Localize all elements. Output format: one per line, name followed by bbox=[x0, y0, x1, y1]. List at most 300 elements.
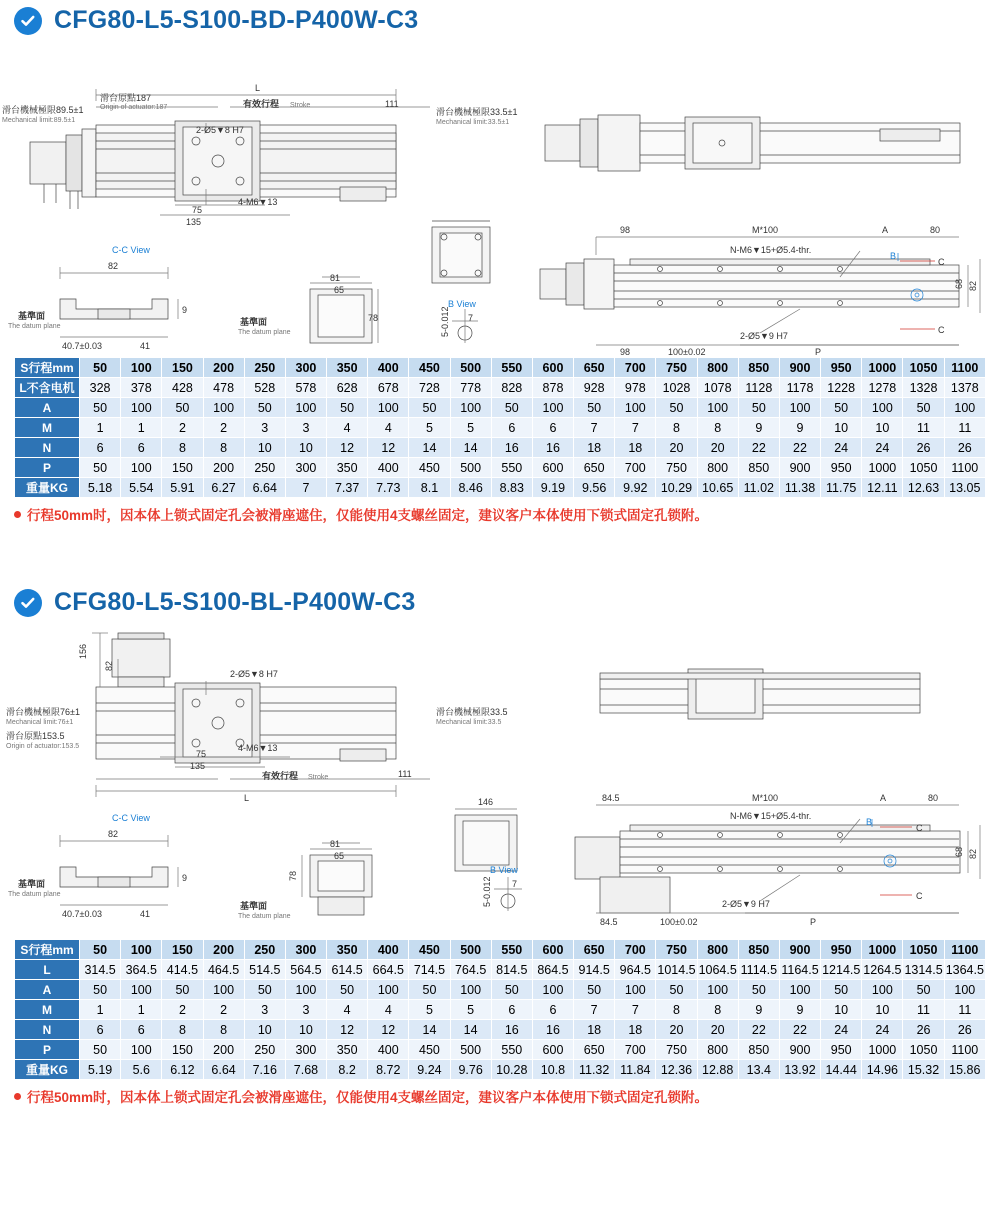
spec-table-body-2 bbox=[15, 940, 986, 1080]
cell: 8 bbox=[162, 438, 203, 458]
cell: 700 bbox=[615, 458, 656, 478]
cell: 13.05 bbox=[944, 478, 985, 498]
cell: 500 bbox=[450, 358, 491, 378]
datum-cn-1: 基準面 bbox=[18, 311, 46, 321]
dim-80-2: 80 bbox=[928, 793, 939, 803]
dim-9: 9 bbox=[182, 305, 188, 315]
row-label: S行程mm bbox=[15, 940, 80, 960]
cell: 14.96 bbox=[862, 1060, 903, 1080]
cell: 9 bbox=[738, 418, 779, 438]
cell: 750 bbox=[656, 940, 697, 960]
cell: 5 bbox=[409, 418, 450, 438]
cell: 100 bbox=[121, 398, 162, 418]
cell: 550 bbox=[491, 940, 532, 960]
cell: 10.28 bbox=[491, 1060, 532, 1080]
dim-81-2: 81 bbox=[330, 839, 341, 849]
dim-78-2: 78 bbox=[288, 870, 298, 881]
datum-cn-4: 基準面 bbox=[240, 901, 268, 911]
cell: 6 bbox=[532, 418, 573, 438]
cell: 24 bbox=[821, 1020, 862, 1040]
cell: 50 bbox=[656, 980, 697, 1000]
b-view-label: B View bbox=[448, 299, 476, 309]
cell: 678 bbox=[368, 378, 409, 398]
cell: 1000 bbox=[862, 1040, 903, 1060]
cell: 100 bbox=[615, 398, 656, 418]
cell: 764.5 bbox=[450, 960, 491, 980]
limit-left-cn: 滑台機械極限89.5±1 bbox=[2, 105, 84, 115]
cell: 50 bbox=[162, 980, 203, 1000]
cell: 22 bbox=[779, 438, 820, 458]
dim-A: A bbox=[882, 225, 889, 235]
cell: 7 bbox=[574, 418, 615, 438]
dim-82-right: 82 bbox=[968, 280, 978, 291]
product-section-2 bbox=[0, 582, 1000, 1106]
cell: 6 bbox=[80, 1020, 121, 1040]
cell: 1314.5 bbox=[903, 960, 944, 980]
cell: 478 bbox=[203, 378, 244, 398]
cell: 100 bbox=[944, 398, 985, 418]
cell: 1178 bbox=[779, 378, 820, 398]
dim-84-5-bottom: 84.5 bbox=[600, 917, 618, 927]
cell: 550 bbox=[491, 358, 532, 378]
technical-drawing-2 bbox=[0, 619, 1000, 939]
cell: 12 bbox=[368, 438, 409, 458]
cell: 928 bbox=[574, 378, 615, 398]
cell: 2 bbox=[162, 1000, 203, 1020]
dim-M100: M*100 bbox=[752, 225, 779, 235]
dim-P: P bbox=[815, 347, 822, 357]
cell: 864.5 bbox=[532, 960, 573, 980]
cell: 900 bbox=[779, 458, 820, 478]
cell: 8.72 bbox=[368, 1060, 409, 1080]
dim-156: 156 bbox=[78, 643, 88, 659]
cell: 1128 bbox=[738, 378, 779, 398]
cell: 7 bbox=[615, 418, 656, 438]
hole-bottom-label: 4-M6▼13 bbox=[238, 197, 278, 207]
cell: 5.6 bbox=[121, 1060, 162, 1080]
cell: 314.5 bbox=[80, 960, 121, 980]
table-row bbox=[15, 378, 986, 398]
cell: 13.92 bbox=[779, 1060, 820, 1080]
cell: 100 bbox=[450, 398, 491, 418]
cell: 24 bbox=[862, 1020, 903, 1040]
cell: 378 bbox=[121, 378, 162, 398]
cell: 100 bbox=[532, 398, 573, 418]
section-header-2 bbox=[0, 582, 1000, 619]
cell: 200 bbox=[203, 940, 244, 960]
cell: 7 bbox=[615, 1000, 656, 1020]
cell: 300 bbox=[285, 458, 326, 478]
dim-7-2: 7 bbox=[512, 879, 518, 889]
cell: 328 bbox=[80, 378, 121, 398]
stroke-en-2: Stroke bbox=[308, 774, 329, 781]
cell: 750 bbox=[656, 458, 697, 478]
origin-en-2: Origin of actuator:153.5 bbox=[6, 743, 80, 750]
cell: 13.4 bbox=[738, 1060, 779, 1080]
cell: 200 bbox=[203, 458, 244, 478]
cell: 5.91 bbox=[162, 478, 203, 498]
cell: 6 bbox=[532, 1000, 573, 1020]
cell: 24 bbox=[821, 438, 862, 458]
letter-B: B bbox=[890, 251, 897, 261]
cell: 150 bbox=[162, 940, 203, 960]
cell: 600 bbox=[532, 1040, 573, 1060]
cell: 950 bbox=[821, 358, 862, 378]
datum-cn-3: 基準面 bbox=[18, 879, 46, 889]
cell: 6 bbox=[491, 418, 532, 438]
cell: 10 bbox=[862, 1000, 903, 1020]
cell: 1028 bbox=[656, 378, 697, 398]
cell: 50 bbox=[491, 980, 532, 1000]
cell: 50 bbox=[821, 980, 862, 1000]
cell: 12.36 bbox=[656, 1060, 697, 1080]
limit-left-en: Mechanical limit:89.5±1 bbox=[2, 117, 76, 124]
cell: 250 bbox=[244, 1040, 285, 1060]
cell: 464.5 bbox=[203, 960, 244, 980]
cell: 50 bbox=[903, 980, 944, 1000]
cell: 6.64 bbox=[203, 1060, 244, 1080]
cell: 1000 bbox=[862, 458, 903, 478]
cell: 814.5 bbox=[491, 960, 532, 980]
cell: 8 bbox=[697, 418, 738, 438]
cell: 800 bbox=[697, 940, 738, 960]
cell: 100 bbox=[121, 458, 162, 478]
cell: 850 bbox=[738, 458, 779, 478]
stroke-en: Stroke bbox=[290, 102, 311, 109]
cell: 11 bbox=[944, 418, 985, 438]
n-holes-label: N-M6▼15+Ø5.4-thr. bbox=[730, 245, 812, 255]
cell: 5 bbox=[450, 418, 491, 438]
cell: 100 bbox=[285, 398, 326, 418]
cell: 7.37 bbox=[327, 478, 368, 498]
cell: 16 bbox=[532, 438, 573, 458]
cell: 7.73 bbox=[368, 478, 409, 498]
cell: 50 bbox=[80, 980, 121, 1000]
cell: 50 bbox=[574, 980, 615, 1000]
cell: 8 bbox=[656, 418, 697, 438]
cell: 50 bbox=[80, 458, 121, 478]
table-row bbox=[15, 398, 986, 418]
cell: 9.19 bbox=[532, 478, 573, 498]
cell: 1364.5 bbox=[944, 960, 985, 980]
cell: 150 bbox=[162, 458, 203, 478]
cell: 614.5 bbox=[327, 960, 368, 980]
cell: 9 bbox=[779, 1000, 820, 1020]
dim-111-2: 111 bbox=[398, 769, 412, 779]
cell: 900 bbox=[779, 940, 820, 960]
stroke-cn: 有效行程 bbox=[243, 99, 280, 109]
row-label: M bbox=[15, 1000, 80, 1020]
cell: 400 bbox=[368, 358, 409, 378]
cell: 450 bbox=[409, 940, 450, 960]
cell: 22 bbox=[738, 438, 779, 458]
cell: 100 bbox=[532, 980, 573, 1000]
dim-40-7-2: 40.7±0.03 bbox=[62, 909, 102, 919]
cell: 24 bbox=[862, 438, 903, 458]
cell: 650 bbox=[574, 458, 615, 478]
cell: 50 bbox=[821, 398, 862, 418]
cell: 11.38 bbox=[779, 478, 820, 498]
dim-135: 135 bbox=[186, 217, 202, 227]
cell: 950 bbox=[821, 458, 862, 478]
cell: 3 bbox=[244, 1000, 285, 1020]
cell: 428 bbox=[162, 378, 203, 398]
table-row bbox=[15, 358, 986, 378]
section-header bbox=[0, 0, 1000, 37]
cell: 850 bbox=[738, 1040, 779, 1060]
cell: 50 bbox=[244, 980, 285, 1000]
dim-A-2: A bbox=[880, 793, 887, 803]
cell: 1064.5 bbox=[697, 960, 738, 980]
cell: 1 bbox=[121, 418, 162, 438]
hole-2o5-label-2: 2-Ø5▼9 H7 bbox=[722, 899, 770, 909]
cell: 100 bbox=[862, 398, 903, 418]
cell: 10.65 bbox=[697, 478, 738, 498]
cc-view-label-2: C-C View bbox=[112, 813, 150, 823]
cell: 22 bbox=[779, 1020, 820, 1040]
cell: 6.27 bbox=[203, 478, 244, 498]
cell: 6.12 bbox=[162, 1060, 203, 1080]
cell: 50 bbox=[80, 398, 121, 418]
letter-C-bottom-2: C bbox=[916, 891, 923, 901]
cell: 18 bbox=[615, 438, 656, 458]
cell: 1000 bbox=[862, 358, 903, 378]
cell: 450 bbox=[409, 458, 450, 478]
cell: 50 bbox=[574, 398, 615, 418]
cell: 10 bbox=[862, 418, 903, 438]
dim-98-top: 98 bbox=[620, 225, 631, 235]
cell: 26 bbox=[903, 1020, 944, 1040]
cell: 9.24 bbox=[409, 1060, 450, 1080]
cell: 150 bbox=[162, 1040, 203, 1060]
letter-C-top: C bbox=[938, 257, 945, 267]
cell: 200 bbox=[203, 358, 244, 378]
cell: 778 bbox=[450, 378, 491, 398]
cell: 700 bbox=[615, 940, 656, 960]
cell: 50 bbox=[80, 1040, 121, 1060]
cell: 750 bbox=[656, 358, 697, 378]
cell: 600 bbox=[532, 458, 573, 478]
cell: 8 bbox=[656, 1000, 697, 1020]
datum-en-2: The datum plane bbox=[238, 329, 291, 336]
section-divider-space bbox=[0, 524, 1000, 582]
spec-table-body-1 bbox=[15, 358, 986, 498]
cell: 350 bbox=[327, 940, 368, 960]
cell: 8.46 bbox=[450, 478, 491, 498]
cell: 878 bbox=[532, 378, 573, 398]
cell: 514.5 bbox=[244, 960, 285, 980]
cell: 564.5 bbox=[285, 960, 326, 980]
cell: 350 bbox=[327, 458, 368, 478]
cell: 50 bbox=[244, 398, 285, 418]
cell: 100 bbox=[944, 980, 985, 1000]
cell: 100 bbox=[779, 980, 820, 1000]
cell: 828 bbox=[491, 378, 532, 398]
cell: 100 bbox=[368, 980, 409, 1000]
cell: 1 bbox=[80, 1000, 121, 1020]
limit-right-en-2: Mechanical limit:33.5 bbox=[436, 719, 502, 726]
dim-75-2: 75 bbox=[196, 749, 207, 759]
dim-98-bottom: 98 bbox=[620, 347, 631, 357]
cell: 16 bbox=[532, 1020, 573, 1040]
table-row bbox=[15, 1020, 986, 1040]
cell: 600 bbox=[532, 940, 573, 960]
cell: 650 bbox=[574, 1040, 615, 1060]
row-label: M bbox=[15, 418, 80, 438]
cell: 914.5 bbox=[574, 960, 615, 980]
cell: 100 bbox=[697, 980, 738, 1000]
b-view-label-2: B View bbox=[490, 865, 518, 875]
dim-9-2: 9 bbox=[182, 873, 188, 883]
dim-41: 41 bbox=[140, 341, 151, 351]
cell: 1228 bbox=[821, 378, 862, 398]
cell: 8.1 bbox=[409, 478, 450, 498]
cell: 1100 bbox=[944, 458, 985, 478]
cell: 850 bbox=[738, 940, 779, 960]
cell: 100 bbox=[779, 398, 820, 418]
cell: 12.88 bbox=[697, 1060, 738, 1080]
cell: 8 bbox=[203, 438, 244, 458]
cell: 250 bbox=[244, 358, 285, 378]
cell: 10.29 bbox=[656, 478, 697, 498]
hole-2o5-label: 2-Ø5▼9 H7 bbox=[740, 331, 788, 341]
cell: 100 bbox=[862, 980, 903, 1000]
cell: 9 bbox=[738, 1000, 779, 1020]
dim-41-2: 41 bbox=[140, 909, 151, 919]
cell: 700 bbox=[615, 1040, 656, 1060]
hole-top-label: 2-Ø5▼8 H7 bbox=[196, 125, 244, 135]
dim-82-cc-2: 82 bbox=[108, 829, 119, 839]
cell: 100 bbox=[450, 980, 491, 1000]
note-1 bbox=[14, 504, 986, 524]
cell: 50 bbox=[80, 940, 121, 960]
cell: 150 bbox=[162, 358, 203, 378]
cell: 8 bbox=[162, 1020, 203, 1040]
cell: 12 bbox=[327, 438, 368, 458]
cell: 2 bbox=[203, 418, 244, 438]
table-row bbox=[15, 940, 986, 960]
origin-en: Origin of actuator:187 bbox=[100, 104, 168, 111]
limit-right-cn-2: 滑台機械極限33.5 bbox=[436, 707, 508, 717]
cell: 18 bbox=[574, 1020, 615, 1040]
cell: 9.76 bbox=[450, 1060, 491, 1080]
cell: 14.44 bbox=[821, 1060, 862, 1080]
cell: 978 bbox=[615, 378, 656, 398]
cell: 20 bbox=[697, 438, 738, 458]
row-label: P bbox=[15, 458, 80, 478]
cell: 800 bbox=[697, 1040, 738, 1060]
cell: 100 bbox=[121, 940, 162, 960]
cell: 1 bbox=[80, 418, 121, 438]
cell: 1000 bbox=[862, 940, 903, 960]
cell: 50 bbox=[80, 358, 121, 378]
cell: 1050 bbox=[903, 940, 944, 960]
bullet-dot-icon bbox=[14, 1093, 21, 1100]
page-title: CFG80-L5-S100-BD-P400W-C3 bbox=[54, 6, 419, 34]
cell: 6 bbox=[121, 438, 162, 458]
cell: 6 bbox=[80, 438, 121, 458]
cell: 100 bbox=[203, 980, 244, 1000]
cell: 18 bbox=[615, 1020, 656, 1040]
cell: 50 bbox=[738, 980, 779, 1000]
cell: 664.5 bbox=[368, 960, 409, 980]
datum-en-1: The datum plane bbox=[8, 323, 61, 330]
cell: 50 bbox=[327, 398, 368, 418]
dim-84-5-top: 84.5 bbox=[602, 793, 620, 803]
cell: 250 bbox=[244, 458, 285, 478]
cell: 800 bbox=[697, 458, 738, 478]
row-label: N bbox=[15, 438, 80, 458]
cell: 714.5 bbox=[409, 960, 450, 980]
cell: 1100 bbox=[944, 940, 985, 960]
cell: 300 bbox=[285, 358, 326, 378]
table-row bbox=[15, 458, 986, 478]
cell: 3 bbox=[285, 418, 326, 438]
cell: 1328 bbox=[903, 378, 944, 398]
cell: 250 bbox=[244, 940, 285, 960]
cell: 12.63 bbox=[903, 478, 944, 498]
cell: 20 bbox=[697, 1020, 738, 1040]
cell: 14 bbox=[450, 438, 491, 458]
cell: 628 bbox=[327, 378, 368, 398]
cell: 1214.5 bbox=[821, 960, 862, 980]
product-section-1 bbox=[0, 0, 1000, 524]
cell: 4 bbox=[327, 418, 368, 438]
cell: 5 bbox=[450, 1000, 491, 1020]
row-label: A bbox=[15, 398, 80, 418]
cell: 10.8 bbox=[532, 1060, 573, 1080]
cell: 8 bbox=[203, 1020, 244, 1040]
row-label: L bbox=[15, 960, 80, 980]
cell: 300 bbox=[285, 1040, 326, 1060]
cell: 528 bbox=[244, 378, 285, 398]
cell: 1100 bbox=[944, 1040, 985, 1060]
datum-en-4: The datum plane bbox=[238, 913, 291, 920]
cell: 50 bbox=[903, 398, 944, 418]
cell: 100 bbox=[368, 398, 409, 418]
cell: 900 bbox=[779, 1040, 820, 1060]
row-label: L不含电机 bbox=[15, 378, 80, 398]
row-label: N bbox=[15, 1020, 80, 1040]
cell: 6 bbox=[121, 1020, 162, 1040]
dim-82-right-2: 82 bbox=[968, 848, 978, 859]
cell: 2 bbox=[203, 1000, 244, 1020]
spec-table-1 bbox=[14, 357, 986, 498]
cell: 4 bbox=[368, 418, 409, 438]
cell: 10 bbox=[821, 418, 862, 438]
cell: 6 bbox=[491, 1000, 532, 1020]
cell: 14 bbox=[409, 438, 450, 458]
letter-C-bottom: C bbox=[938, 325, 945, 335]
cell: 10 bbox=[244, 438, 285, 458]
dim-146: 146 bbox=[478, 797, 494, 807]
cell: 20 bbox=[656, 1020, 697, 1040]
limit-right-en: Mechanical limit:33.5±1 bbox=[436, 119, 510, 126]
cell: 11 bbox=[944, 1000, 985, 1020]
cell: 50 bbox=[409, 980, 450, 1000]
note-text: 行程50mm时，因本体上锁式固定孔会被滑座遮住，仅能使用4支螺丝固定，建议客户本体使用下锁式固定孔锁附。 bbox=[27, 508, 709, 523]
hole-top-label-2: 2-Ø5▼8 H7 bbox=[230, 669, 278, 679]
cell: 11 bbox=[903, 1000, 944, 1020]
cell: 3 bbox=[285, 1000, 326, 1020]
cell: 1278 bbox=[862, 378, 903, 398]
cell: 1264.5 bbox=[862, 960, 903, 980]
cell: 650 bbox=[574, 358, 615, 378]
cell: 3 bbox=[244, 418, 285, 438]
cell: 7 bbox=[285, 478, 326, 498]
table-row bbox=[15, 478, 986, 498]
cell: 650 bbox=[574, 940, 615, 960]
